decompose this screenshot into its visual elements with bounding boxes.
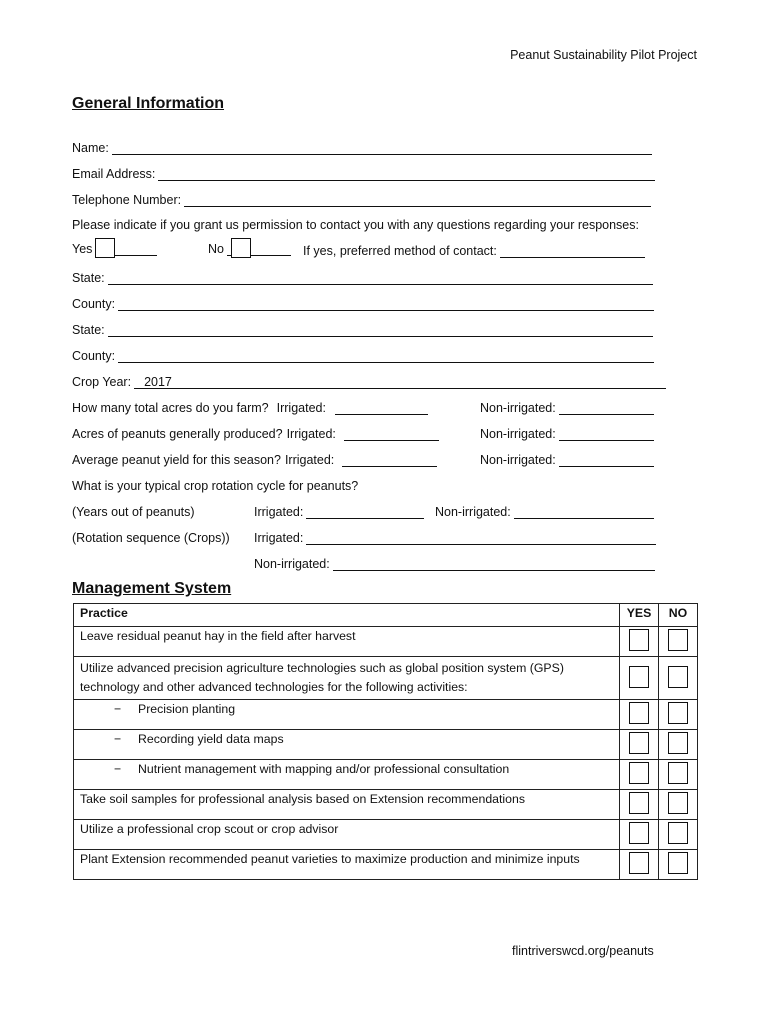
practice-text: Utilize a professional crop scout or crop advisor (74, 820, 620, 850)
years-out-nonirrigated-label: Non-irrigated: (435, 505, 511, 519)
table-row (74, 627, 698, 657)
practice-subitem (74, 760, 620, 790)
footer-url: flintriverswcd.org/peanuts (512, 944, 654, 958)
total-acres-nonirrigated-field[interactable] (559, 402, 654, 415)
county-field-2[interactable] (118, 350, 654, 363)
yes-checkbox[interactable] (629, 822, 649, 844)
no-option (208, 238, 291, 256)
no-checkbox[interactable] (668, 822, 688, 844)
state-label: State: (72, 271, 105, 285)
yield-nonirr (480, 449, 654, 467)
crop-year-label: Crop Year: (72, 375, 132, 389)
peanut-acres-nonirr (480, 423, 654, 441)
name-field[interactable] (112, 142, 652, 155)
email-label: Email Address: (72, 167, 156, 181)
practice-text: Take soil samples for professional analysis based on Extension recommendations (74, 790, 620, 820)
no-checkbox[interactable] (668, 629, 688, 651)
practice-text: Recording yield data maps (138, 732, 284, 746)
general-information-heading: General Information (72, 95, 225, 112)
no-checkbox[interactable] (668, 792, 688, 814)
yield-irrigated-label: Irrigated: (284, 453, 335, 467)
yes-checkbox[interactable] (629, 629, 649, 651)
peanut-acres-nonirrigated-field[interactable] (559, 428, 654, 441)
yes-checkbox[interactable] (629, 852, 649, 874)
state-field-2[interactable] (108, 324, 653, 337)
county-label: County: (72, 349, 116, 363)
yield-nonirrigated-label: Non-irrigated: (480, 453, 556, 467)
crop-year-field[interactable]: 2017 (134, 376, 666, 389)
yield-label: Average peanut yield for this season? (72, 453, 281, 467)
no-checkbox[interactable] (668, 666, 688, 688)
yes-line (115, 243, 157, 256)
phone-label: Telephone Number: (72, 193, 182, 207)
no-line (251, 243, 291, 256)
yes-header: YES (620, 604, 659, 627)
rotation-seq-nonirrigated-field[interactable] (333, 558, 655, 571)
years-out-nonirr (435, 501, 654, 519)
yes-label: Yes (72, 242, 93, 256)
years-out-irrigated-field[interactable] (306, 506, 424, 519)
total-acres-label: How many total acres do you farm? (72, 401, 269, 415)
total-acres-irrigated-label: Irrigated: (276, 401, 326, 415)
total-acres-irrigated-field[interactable] (335, 402, 428, 415)
rotation-sequence-label: (Rotation sequence (Crops)) (72, 531, 230, 545)
peanut-acres-nonirrigated-label: Non-irrigated: (480, 427, 556, 441)
rotation-seq-irrigated (254, 527, 656, 545)
contact-method-field[interactable] (500, 245, 645, 258)
crop-year-row (72, 371, 666, 389)
rotation-seq-nonirrigated-label: Non-irrigated: (254, 557, 330, 571)
practice-text: Leave residual peanut hay in the field after harvest (74, 627, 620, 657)
dash-bullet: − (114, 702, 122, 716)
county-row-2 (72, 345, 654, 363)
permission-question: Please indicate if you grant us permission to contact you with any questions regarding your responses: (72, 218, 639, 232)
no-checkbox[interactable] (668, 852, 688, 874)
total-acres-nonirr (480, 397, 654, 415)
state-field-1[interactable] (108, 272, 653, 285)
table-row (74, 850, 698, 880)
yes-checkbox[interactable] (629, 732, 649, 754)
years-out-label: (Years out of peanuts) (72, 505, 195, 519)
total-acres-nonirrigated-label: Non-irrigated: (480, 401, 556, 415)
rotation-question: What is your typical crop rotation cycle for peanuts? (72, 479, 359, 493)
dash-bullet: − (114, 762, 122, 776)
practice-subitem (74, 700, 620, 730)
table-header-row (74, 604, 698, 627)
yes-checkbox[interactable] (95, 238, 115, 258)
years-out-irrigated (254, 501, 424, 519)
email-row (72, 163, 655, 181)
table-row (74, 730, 698, 760)
no-checkbox[interactable] (668, 732, 688, 754)
county-field-1[interactable] (118, 298, 654, 311)
phone-row (72, 189, 651, 207)
no-checkbox[interactable] (231, 238, 251, 258)
contact-method-label: If yes, preferred method of contact: (303, 244, 497, 258)
no-label: No (208, 242, 224, 256)
no-header: NO (659, 604, 698, 627)
table-row (74, 790, 698, 820)
peanut-acres-irrigated-label: Irrigated: (286, 427, 336, 441)
state-label: State: (72, 323, 105, 337)
yield-row (72, 449, 437, 467)
table-row (74, 820, 698, 850)
practice-text: Plant Extension recommended peanut varieties to maximize production and minimize inputs (74, 850, 620, 880)
state-row-2 (72, 319, 653, 337)
name-row (72, 137, 652, 155)
table-row (74, 700, 698, 730)
yes-checkbox[interactable] (629, 762, 649, 784)
yield-nonirrigated-field[interactable] (559, 454, 654, 467)
county-label: County: (72, 297, 116, 311)
table-row (74, 657, 698, 700)
yes-option (72, 238, 157, 256)
yes-checkbox[interactable] (629, 792, 649, 814)
rotation-seq-irrigated-field[interactable] (306, 532, 656, 545)
contact-method-row (303, 240, 645, 258)
yes-checkbox[interactable] (629, 666, 649, 688)
practice-subitem (74, 730, 620, 760)
yes-checkbox[interactable] (629, 702, 649, 724)
peanut-acres-row (72, 423, 439, 441)
yield-irrigated-field[interactable] (342, 454, 437, 467)
phone-field[interactable] (184, 194, 651, 207)
page-header: Peanut Sustainability Pilot Project (510, 48, 697, 62)
state-row-1 (72, 267, 653, 285)
peanut-acres-irrigated-field[interactable] (344, 428, 439, 441)
email-field[interactable] (158, 168, 655, 181)
management-table (73, 603, 698, 880)
management-system-heading: Management System (72, 580, 232, 597)
no-checkbox[interactable] (668, 702, 688, 724)
peanut-acres-label: Acres of peanuts generally produced? (72, 427, 283, 441)
name-label: Name: (72, 141, 109, 155)
practice-header: Practice (74, 604, 620, 627)
practice-text: Precision planting (138, 702, 236, 716)
total-acres-row (72, 397, 428, 415)
rotation-seq-irrigated-label: Irrigated: (254, 531, 304, 545)
practice-text: Utilize advanced precision agriculture technologies such as global position system (GPS) technology and other advanced technologies for the following activities: (74, 657, 620, 700)
years-out-nonirrigated-field[interactable] (514, 506, 654, 519)
table-row (74, 760, 698, 790)
rotation-seq-nonirr (254, 553, 655, 571)
years-out-irrigated-label: Irrigated: (254, 505, 304, 519)
no-checkbox[interactable] (668, 762, 688, 784)
practice-text: Nutrient management with mapping and/or professional consultation (138, 762, 510, 776)
county-row-1 (72, 293, 654, 311)
dash-bullet: − (114, 732, 122, 746)
